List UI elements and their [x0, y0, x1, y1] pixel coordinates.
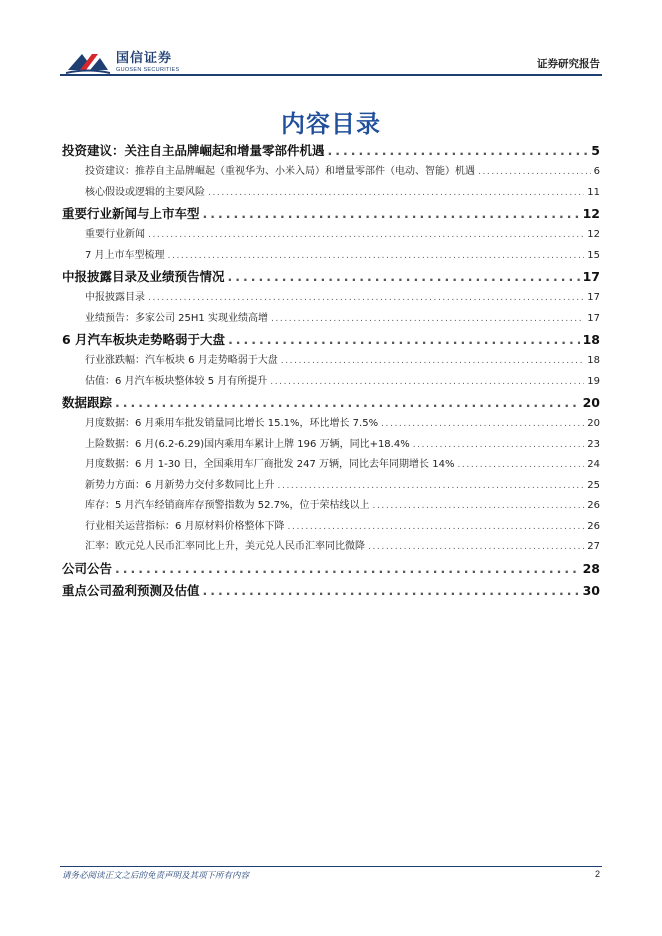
- toc-subsection-link[interactable]: [62, 537, 600, 558]
- toc-entry-label: 估值：6 月汽车板块整体较 5 月有所提升: [85, 375, 268, 387]
- toc-page-number: 12: [582, 206, 600, 221]
- toc-subsection-link[interactable]: [62, 225, 600, 246]
- page-number: 2: [594, 869, 600, 879]
- toc-section-link[interactable]: [62, 329, 600, 351]
- toc-subsection-link[interactable]: [62, 435, 600, 456]
- toc-dot-leader: [228, 266, 580, 288]
- toc-dot-leader: [203, 203, 580, 225]
- toc-subsection-link[interactable]: [62, 309, 600, 330]
- toc-page-number: 18: [582, 332, 600, 347]
- toc-dot-leader: [328, 140, 589, 162]
- toc-dot-leader: [115, 558, 580, 580]
- toc-subsection-link[interactable]: [62, 246, 600, 267]
- toc-dot-leader: [271, 309, 584, 330]
- toc-page-number: 28: [582, 560, 600, 576]
- toc-entry-label: 月度数据：6 月乘用车批发销量同比增长 15.1%，环比增长 7.5%: [85, 418, 379, 429]
- toc-section-link[interactable]: [62, 392, 600, 414]
- toc-subsection-link[interactable]: [62, 162, 600, 183]
- toc-entry-label: 月度数据：6 月 1-30 日，全国乘用车厂商批发 247 万辆，同比去年同期增长 14%: [85, 459, 455, 470]
- toc-entry-label: 业绩预告：多家公司 25H1 实现业绩高增: [85, 312, 268, 324]
- toc-subsection-link[interactable]: [62, 455, 600, 476]
- page-header: [60, 44, 602, 76]
- toc-entry-label: 新势力方面：6 月新势力交付多数同比上升: [85, 479, 275, 491]
- toc-entry-label: 中报披露目录: [85, 292, 145, 303]
- toc-dot-leader: [168, 246, 585, 267]
- guosen-logo: [66, 48, 179, 76]
- toc-page-number: 20: [587, 418, 600, 429]
- toc-dot-leader: [281, 351, 585, 372]
- toc-page-number: 20: [582, 395, 600, 410]
- toc-entry-label: 重要行业新闻: [85, 229, 145, 240]
- toc-subsection-link[interactable]: [62, 372, 600, 393]
- toc-dot-leader: [148, 225, 584, 246]
- toc-page-number: 17: [582, 269, 600, 284]
- toc-page-number: 30: [582, 582, 600, 598]
- logo-cn-text: 国信证券: [116, 50, 173, 66]
- toc-subsection-link[interactable]: [62, 288, 600, 309]
- toc-entry-label: 行业相关运营指标：6 月原材料价格整体下降: [85, 520, 285, 532]
- toc-dot-leader: [228, 329, 580, 351]
- toc-dot-leader: [288, 517, 585, 538]
- toc-page-number: 6: [593, 166, 600, 177]
- toc-entry-label: 汇率：欧元兑人民币汇率同比上升，美元兑人民币汇率同比微降: [85, 541, 365, 552]
- toc-page-number: 26: [587, 500, 600, 511]
- toc-entry-label: 7 月上市车型梳理: [85, 249, 165, 261]
- toc-page-number: 24: [587, 459, 600, 470]
- toc-dot-leader: [203, 580, 580, 602]
- toc-entry-label: 公司公告: [62, 560, 113, 576]
- toc-page-number: 17: [587, 312, 600, 324]
- toc-page-number: 27: [587, 541, 600, 552]
- toc-subsection-link[interactable]: [62, 351, 600, 372]
- toc-subsection-link[interactable]: [62, 496, 600, 517]
- toc-section-link[interactable]: [62, 266, 600, 288]
- toc-dot-leader: [208, 183, 584, 204]
- toc-page-number: 18: [587, 355, 600, 366]
- toc-title: 内容目录: [281, 110, 381, 138]
- toc-section-link[interactable]: [62, 203, 600, 225]
- toc-dot-leader: [413, 435, 585, 456]
- toc-subsection-link[interactable]: [62, 476, 600, 497]
- toc-section-link[interactable]: [62, 140, 600, 162]
- toc-page-number: 19: [587, 375, 600, 387]
- toc-entry-label: 中报披露目录及业绩预告情况: [62, 269, 225, 284]
- toc-dot-leader: [368, 537, 584, 558]
- guosen-logo-icon: [66, 48, 110, 76]
- toc-dot-leader: [270, 372, 584, 393]
- toc-entry-label: 数据跟踪: [62, 395, 113, 410]
- toc-page-number: 12: [587, 229, 600, 240]
- report-type-label: 证券研究报告: [537, 58, 600, 70]
- logo-en-text: GUOSEN SECURITIES: [116, 66, 180, 73]
- toc-entry-label: 上险数据：6 月(6.2-6.29)国内乘用车累计上牌 196 万辆，同比+18.4%: [85, 438, 410, 450]
- toc-entry-label: 行业涨跌幅：汽车板块 6 月走势略弱于大盘: [85, 355, 278, 366]
- toc-entry-label: 投资建议：关注自主品牌崛起和增量零部件机遇: [62, 143, 325, 158]
- toc-page-number: 25: [587, 479, 600, 491]
- footer-divider: [60, 866, 602, 867]
- toc-page-number: 5: [591, 143, 600, 158]
- toc-entry-label: 重点公司盈利预测及估值: [62, 582, 200, 598]
- toc-dot-leader: [278, 476, 585, 497]
- toc-dot-leader: [373, 496, 585, 517]
- toc-subsection-link[interactable]: [62, 414, 600, 435]
- toc-dot-leader: [478, 162, 591, 183]
- toc-page-number: 23: [587, 438, 600, 450]
- toc-entry-label: 6 月汽车板块走势略弱于大盘: [62, 332, 226, 347]
- header-divider: [60, 74, 602, 76]
- toc-entry-label: 投资建议：推荐自主品牌崛起（重视华为、小米入局）和增量零部件（电动、智能）机遇: [85, 166, 475, 177]
- footer-disclaimer: 请务必阅读正文之后的免责声明及其项下所有内容: [62, 871, 250, 881]
- toc-subsection-link[interactable]: [62, 183, 600, 204]
- toc-dot-leader: [457, 455, 584, 476]
- toc-page-number: 17: [587, 292, 600, 303]
- toc-page-number: 11: [587, 186, 600, 198]
- table-of-contents: [62, 140, 600, 602]
- toc-dot-leader: [115, 392, 580, 414]
- toc-section-link[interactable]: [62, 558, 600, 580]
- toc-page-number: 26: [587, 520, 600, 532]
- toc-entry-label: 核心假设或逻辑的主要风险: [85, 186, 205, 198]
- toc-dot-leader: [381, 414, 584, 435]
- toc-page-number: 15: [587, 249, 600, 261]
- toc-subsection-link[interactable]: [62, 517, 600, 538]
- toc-entry-label: 重要行业新闻与上市车型: [62, 206, 200, 221]
- toc-section-link[interactable]: [62, 580, 600, 602]
- toc-dot-leader: [148, 288, 584, 309]
- toc-entry-label: 库存：5 月汽车经销商库存预警指数为 52.7%，位于荣枯线以上: [85, 500, 370, 511]
